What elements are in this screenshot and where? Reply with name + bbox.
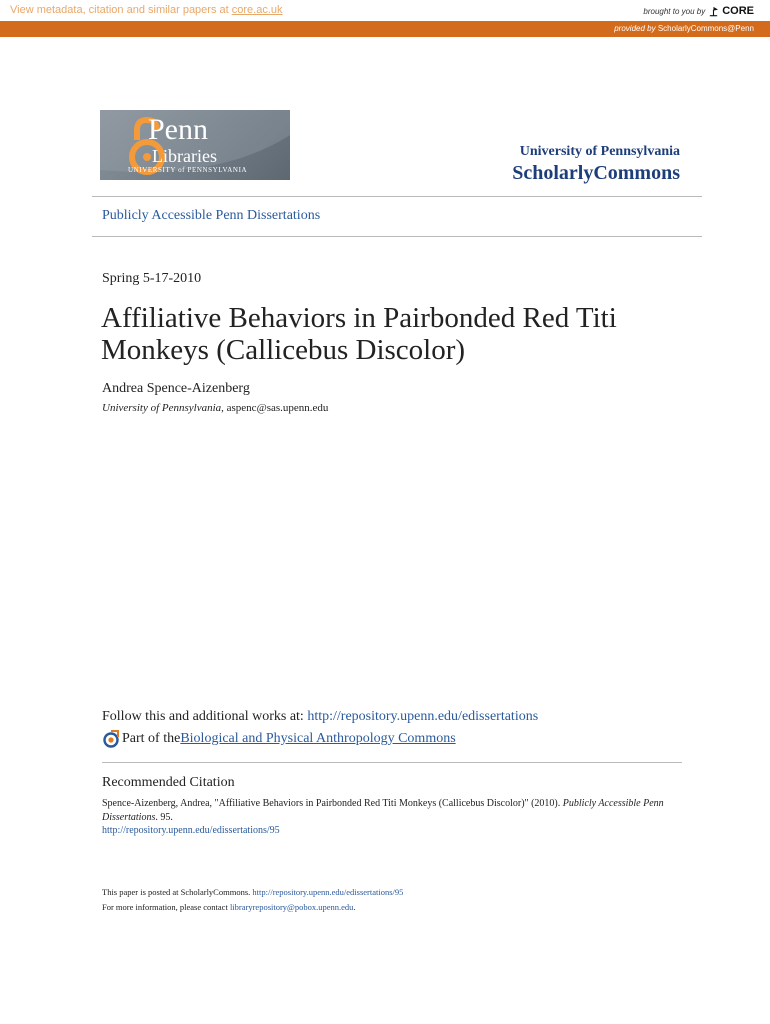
logo-libraries-text: Libraries xyxy=(152,146,217,166)
scholarly-commons-name[interactable]: ScholarlyCommons xyxy=(512,162,680,184)
provided-source: ScholarlyCommons@Penn xyxy=(657,24,754,33)
title-line-1: Affiliative Behaviors in Pairbonded Red Titi xyxy=(101,302,617,334)
core-logo-icon xyxy=(708,6,719,17)
core-brought-by[interactable] xyxy=(643,5,754,17)
citation-text xyxy=(102,797,672,825)
citation-main: Spence-Aizenberg, Andrea, "Affiliative Behaviors in Pairbonded Red Titi Monkeys (Callicebus Discolor)" (2010). xyxy=(102,798,563,809)
logo-penn-text: Penn xyxy=(148,113,208,146)
citation-number: . 95. xyxy=(155,812,173,823)
core-label: CORE xyxy=(722,5,754,17)
posted-text: This paper is posted at ScholarlyCommons. xyxy=(102,887,253,897)
penn-libraries-logo[interactable] xyxy=(100,110,290,180)
citation-url-link[interactable]: http://repository.upenn.edu/edissertations/95 xyxy=(102,825,280,836)
bepress-network-icon xyxy=(102,730,120,748)
publication-date: Spring 5-17-2010 xyxy=(102,271,202,286)
author-name: Andrea Spence-Aizenberg xyxy=(102,381,250,396)
commons-link[interactable]: Biological and Physical Anthropology Commons xyxy=(180,731,456,746)
core-top-banner xyxy=(0,0,770,21)
citation-series: Publicly Accessible Penn Dissertations xyxy=(102,798,664,823)
citation-divider xyxy=(102,762,682,763)
citation-heading: Recommended Citation xyxy=(102,775,235,790)
provided-by[interactable] xyxy=(614,24,754,33)
core-provided-bar xyxy=(0,21,770,37)
provided-prefix: provided by xyxy=(614,24,656,33)
logo-university-text: UNIVERSITY of PENNSYLVANIA xyxy=(128,166,248,174)
contact-end: . xyxy=(353,902,356,912)
series-divider xyxy=(92,236,702,237)
contact-notice xyxy=(102,902,356,912)
affiliation-name: University of Pennsylvania xyxy=(102,402,222,414)
part-of-commons xyxy=(102,730,456,748)
series-link[interactable]: Publicly Accessible Penn Dissertations xyxy=(102,208,321,223)
follow-url-link[interactable]: http://repository.upenn.edu/edissertations xyxy=(307,709,539,724)
posted-notice xyxy=(102,887,403,897)
author-email: , aspenc@sas.upenn.edu xyxy=(221,402,329,414)
header-divider xyxy=(92,196,702,197)
core-link[interactable]: core.ac.uk xyxy=(231,4,283,16)
posted-url-link[interactable]: http://repository.upenn.edu/edissertations/95 xyxy=(252,887,404,897)
university-name[interactable]: University of Pennsylvania xyxy=(519,144,680,159)
title-line-2: Monkeys (Callicebus Discolor) xyxy=(101,334,466,366)
contact-email-link[interactable]: libraryrepository@pobox.upenn.edu xyxy=(229,902,354,912)
brought-text: brought to you by xyxy=(643,6,706,16)
paper-title xyxy=(101,302,661,366)
follow-text: Follow this and additional works at: xyxy=(102,709,308,724)
part-of-text: Part of the xyxy=(122,731,181,746)
follow-works xyxy=(102,709,538,725)
contact-text: For more information, please contact xyxy=(102,902,230,912)
core-metadata-text: View metadata, citation and similar papers at xyxy=(10,4,232,16)
core-metadata-link[interactable] xyxy=(10,4,283,16)
author-affiliation xyxy=(102,402,328,414)
